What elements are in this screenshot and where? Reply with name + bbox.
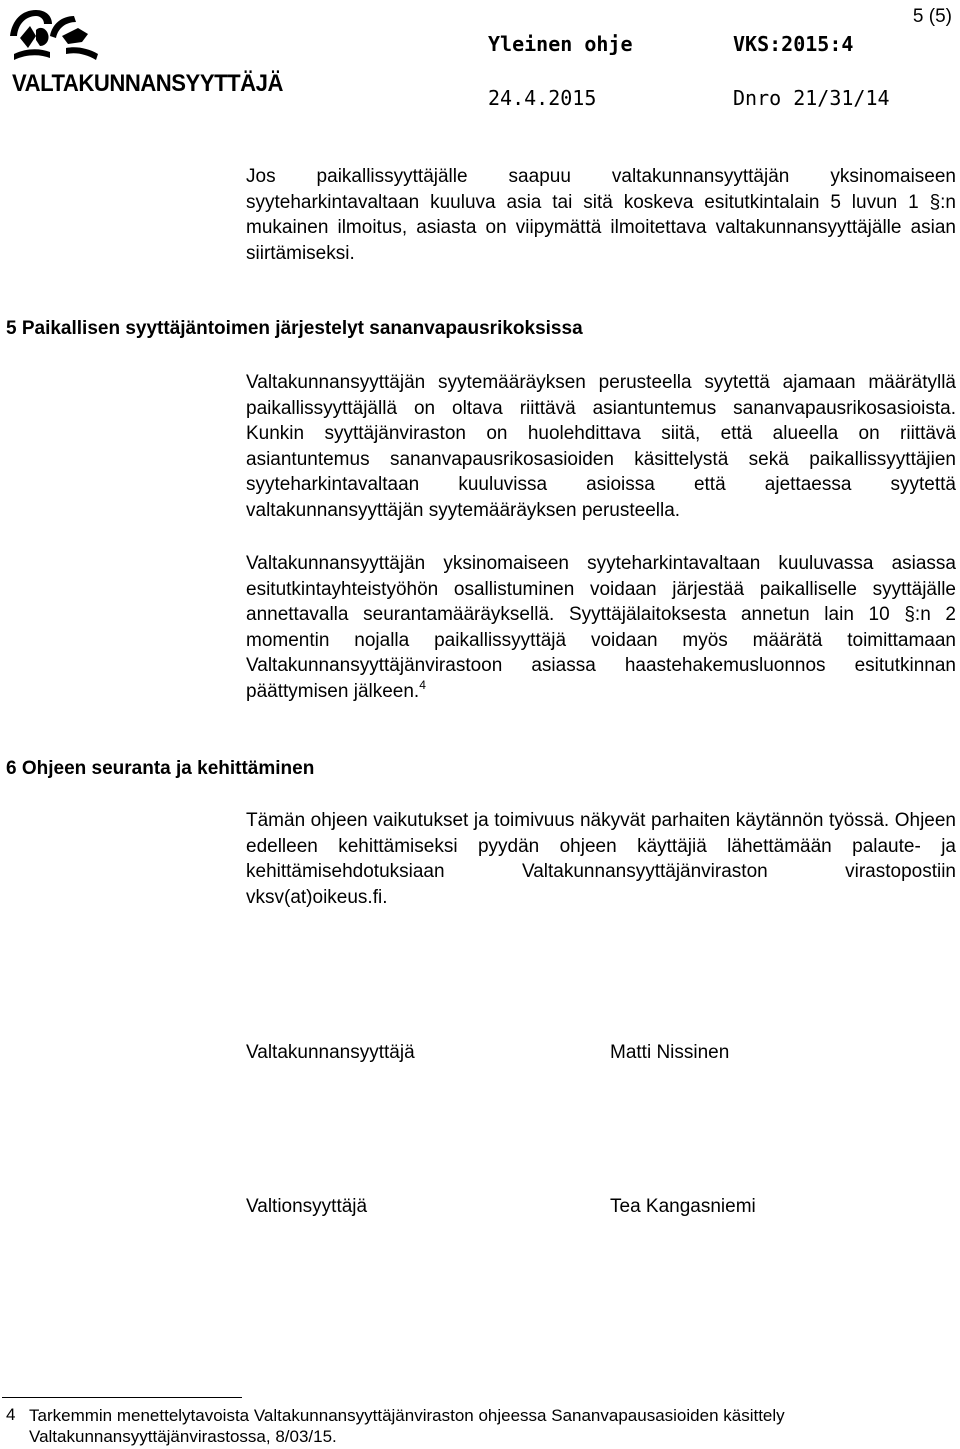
signature-name-1: Matti Nissinen xyxy=(610,1042,730,1063)
signature-title-1: Valtakunnansyyttäjä xyxy=(246,1042,415,1063)
logo-wordmark: VALTAKUNNANSYYTTÄJÄ xyxy=(12,70,283,97)
doc-type: Yleinen ohje xyxy=(488,32,633,56)
section-5-paragraph-1: Valtakunnansyyttäjän syytemääräyksen perusteella syytettä ajamaan määrätyllä paikallissyyttäjällä on oltava riittävä asiantuntemus sananvapausrikosasioista. Kunkin syyttäjänviraston on huolehdittava siitä, että alueella on riittävä asiantuntemus sananvapausrikosasioiden käsittelystä sekä paikallissyyttäjien syyteharkintavaltaan kuuluvissa asioissa että ajettaessa syytettä valtakunnansyyttäjän syytemääräyksen perusteella. xyxy=(246,372,956,521)
signature-name-2: Tea Kangasniemi xyxy=(610,1196,756,1217)
signature-title-2: Valtionsyyttäjä xyxy=(246,1196,368,1217)
section-6-paragraph: Tämän ohjeen vaikutukset ja toimivuus näkyvät parhaiten käytännön työssä. Ohjeen edelleen kehittämiseksi pyydän ohjeen käyttäjiä lähettämään palaute- ja kehittämisehdotuksiaan Valtakunnansyyttäjänviraston virastopostiin vksv(at)oikeus.fi. xyxy=(246,810,956,908)
footnote-text: Tarkemmin menettelytavoista Valtakunnansyyttäjänviraston ohjeessa Sananvapausasioiden käsittely Valtakunnansyyttäjänvirastossa, 8/03/15. xyxy=(29,1406,785,1446)
footnote-divider xyxy=(2,1397,242,1398)
section-5-paragraph-2-text: Valtakunnansyyttäjän yksinomaiseen syyteharkintavaltaan kuuluvassa asiassa esitutkintayhteistyöhön osallistuminen voidaan järjestää paikalliselle syyttäjälle annettavalla seurantamääräyksellä. Syyttäjälaitoksesta annetun lain 10 §:n 2 momentin nojalla paikallissyyttäjä voidaan myös määrätä toimittamaan Valtakunnansyyttäjänvirastoon asiassa haastehakemusluonnos esitutkinnan päättymisen jälkeen. xyxy=(246,553,956,702)
section-5-heading: 5 Paikallisen syyttäjäntoimen järjestelyt sananvapausrikoksissa xyxy=(6,318,583,339)
footnote-number: 4 xyxy=(6,1405,16,1424)
doc-code: VKS:2015:4 xyxy=(733,32,854,56)
section-5-paragraph-2 xyxy=(246,551,956,705)
valtakunnansyyttaja-logo xyxy=(6,6,283,97)
section-6-heading: 6 Ohjeen seuranta ja kehittäminen xyxy=(6,758,315,779)
crown-lion-emblem-icon xyxy=(6,6,102,66)
intro-paragraph: Jos paikallissyyttäjälle saapuu valtakunnansyyttäjän yksinomaiseen syyteharkintavaltaan kuuluva asia tai sitä koskeva esitutkintalain 5 luvun 1 §:n mukainen ilmoitus, asiasta on viipymättä ilmoitettava valtakunnansyyttäjälle asian siirtämiseksi. xyxy=(246,166,956,264)
footnote-ref[interactable]: 4 xyxy=(419,677,426,692)
doc-dnro: Dnro 21/31/14 xyxy=(733,86,890,110)
page-number: 5 (5) xyxy=(912,6,952,27)
doc-date: 24.4.2015 xyxy=(488,86,597,110)
